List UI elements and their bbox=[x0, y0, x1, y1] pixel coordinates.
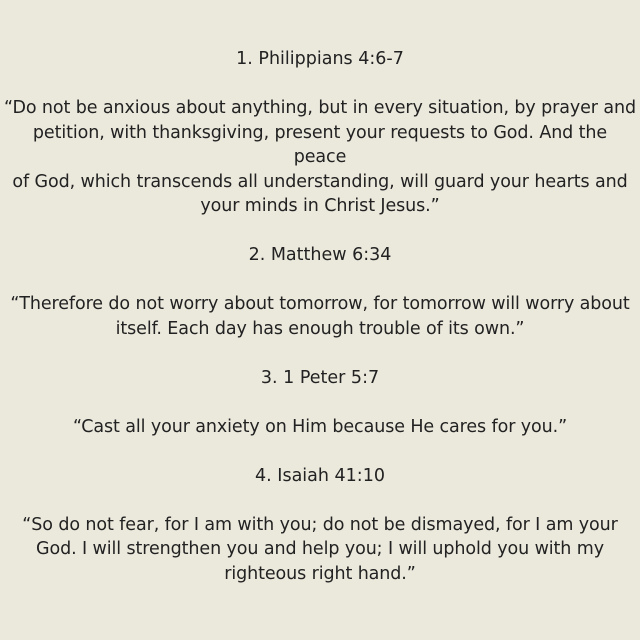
verse-block-philippians bbox=[0, 47, 640, 219]
spacer bbox=[0, 268, 640, 293]
verse-heading: 3. 1 Peter 5:7 bbox=[260, 367, 380, 388]
verse-block-peter bbox=[0, 366, 640, 440]
spacer bbox=[0, 390, 640, 415]
verse-text-line: “Do not be anxious about anything, but in every situation, by prayer and bbox=[4, 98, 636, 118]
spacer bbox=[0, 341, 640, 366]
verse-text-line: “So do not fear, for I am with you; do not be dismayed, for I am your bbox=[22, 514, 618, 535]
verse-text-line: “Cast all your anxiety on Him because He cares for you.” bbox=[72, 416, 568, 437]
spacer bbox=[0, 488, 640, 513]
verse-text-line: your minds in Christ Jesus.” bbox=[200, 196, 440, 216]
verse-heading: 4. Isaiah 41:10 bbox=[255, 465, 385, 486]
verse-text-line: itself. Each day has enough trouble of its own.” bbox=[115, 318, 525, 339]
verse-block-matthew bbox=[0, 243, 640, 341]
verse-heading: 1. Philippians 4:6-7 bbox=[236, 49, 404, 69]
verse-text-line: righteous right hand.” bbox=[224, 563, 416, 584]
verse-text-line: God. I will strengthen you and help you; I will uphold you with my bbox=[36, 539, 604, 559]
verse-text-line: of God, which transcends all understanding, will guard your hearts and bbox=[12, 171, 628, 192]
verse-text-line: “Therefore do not worry about tomorrow, for tomorrow will worry about bbox=[10, 294, 630, 314]
spacer bbox=[0, 219, 640, 244]
verse-heading: 2. Matthew 6:34 bbox=[248, 245, 392, 265]
verse-text-line: petition, with thanksgiving, present your requests to God. And the peace bbox=[32, 122, 608, 167]
verse-block-isaiah bbox=[0, 464, 640, 587]
spacer bbox=[0, 72, 640, 97]
spacer bbox=[0, 439, 640, 464]
